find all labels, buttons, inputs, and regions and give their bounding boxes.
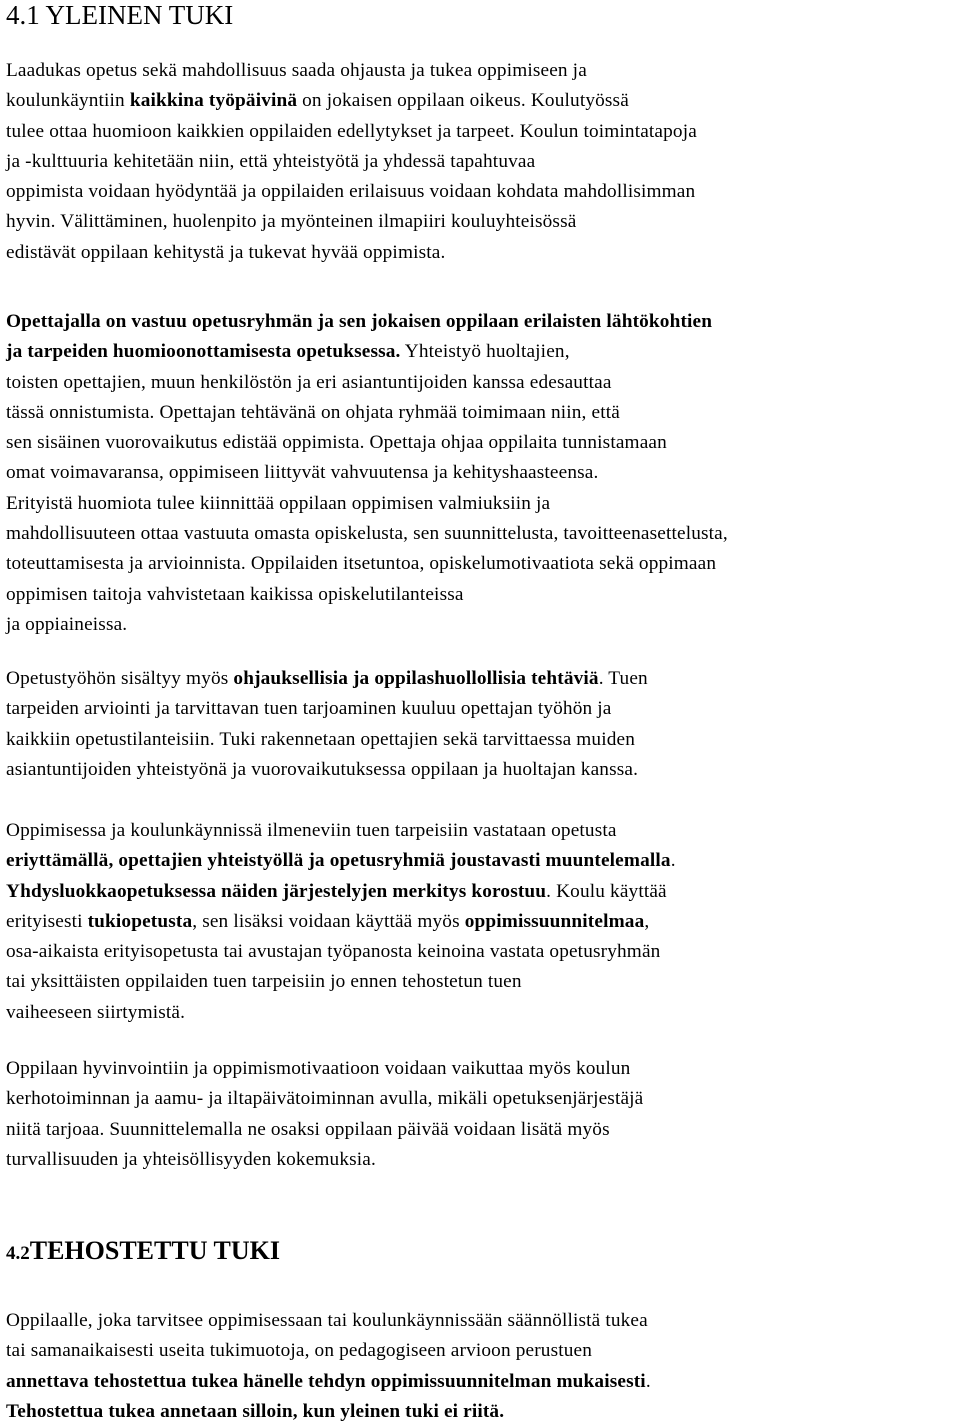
text-run: Oppimisessa ja koulunkäynnissä ilmeneviin tuen tarpeisiin vastataan opetusta <box>6 820 617 841</box>
text-run: Yhteistyö huoltajien, <box>400 341 570 363</box>
text-run: oppimista voidaan hyödyntää ja oppilaiden erilaisuus voidaan kohdata mahdollisimman <box>6 181 696 203</box>
text-run: tulee ottaa huomioon kaikkien oppilaiden edellytykset ja tarpeet. Koulun toimintatapoja <box>6 120 697 142</box>
text-run: , <box>644 910 650 932</box>
paragraph-yleinen-tuki-intro <box>6 56 956 268</box>
text-run: Laadukas opetus sekä mahdollisuus saada ohjausta ja tukea oppimiseen ja <box>6 60 587 81</box>
section-heading-tehostettu-tuki <box>6 1236 280 1269</box>
text-line <box>6 816 956 846</box>
text-run: Oppilaan hyvinvointiin ja oppimismotivaatioon voidaan vaikuttaa myös koulun <box>6 1058 631 1079</box>
bold-text: Opettajalla on vastuu opetusryhmän ja sen jokaisen oppilaan erilaisten lähtökohtien <box>6 311 713 332</box>
text-line <box>6 489 956 519</box>
text-line <box>6 937 956 967</box>
text-line <box>6 117 956 147</box>
text-line <box>6 694 956 724</box>
text-line <box>6 1084 956 1114</box>
text-line <box>6 458 956 488</box>
bold-text: ja tarpeiden huomioonottamisesta opetuksessa. <box>6 341 401 363</box>
text-run: asiantuntijoiden yhteistyönä ja vuorovaikutuksessa oppilaan ja huoltajan kanssa. <box>6 758 639 780</box>
text-line <box>6 86 956 116</box>
text-line <box>6 368 956 398</box>
text-line <box>6 1306 956 1336</box>
text-run: omat voimavaransa, oppimiseen liittyvät vahvuutensa ja kehityshaasteensa. <box>6 462 599 484</box>
text-run: tai samanaikaisesti useita tukimuotoja, on pedagogiseen arvioon perustuen <box>6 1340 593 1362</box>
text-run: erityisesti <box>6 910 88 932</box>
bold-text: kaikkina työpäivinä <box>129 90 298 112</box>
text-run: kaikkiin opetustilanteisiin. Tuki rakennetaan opettajien sekä tarvittaessa muiden <box>6 728 636 750</box>
text-line <box>6 307 956 337</box>
text-run: . Koulu käyttää <box>546 880 667 902</box>
text-line <box>6 725 956 755</box>
section-number: 4.2 <box>6 1243 30 1264</box>
text-run: osa-aikaista erityisopetusta tai avustajan työpanosta keinoina vastata opetusryhmän <box>6 941 661 963</box>
text-line <box>6 907 956 937</box>
text-line <box>6 877 956 907</box>
text-line <box>6 56 956 86</box>
text-line <box>6 428 956 458</box>
text-run: Oppilaalle, joka tarvitsee oppimisessaan tai koulunkäynnissään säännöllistä tukea <box>6 1310 648 1331</box>
bold-text: eriyttämällä, opettajien yhteistyöllä ja opetusryhmiä joustavasti muuntelemalla <box>6 850 671 872</box>
section-title: TEHOSTETTU TUKI <box>29 1236 280 1265</box>
text-run: ja -kulttuuria kehitetään niin, että yhteistyötä ja yhdessä tapahtuvaa <box>6 150 536 172</box>
text-line <box>6 1367 956 1397</box>
text-line <box>6 147 956 177</box>
paragraph-tehostettu-tuki <box>6 1306 956 1427</box>
text-run: turvallisuuden ja yhteisöllisyyden kokemuksia. <box>6 1148 376 1170</box>
text-run: . <box>645 1370 651 1392</box>
paragraph-tuen-tarpeet <box>6 816 956 1028</box>
text-run: kerhotoiminnan ja aamu- ja iltapäivätoiminnan avulla, mikäli opetuksenjärjestäjä <box>6 1088 644 1110</box>
text-run: , sen lisäksi voidaan käyttää myös <box>192 910 465 932</box>
text-run: tässä onnistumista. Opettajan tehtävänä on ohjata ryhmää toimimaan niin, että <box>6 401 620 423</box>
text-line <box>6 1115 956 1145</box>
text-line <box>6 664 956 694</box>
text-run: hyvin. Välittäminen, huolenpito ja myönteinen ilmapiiri kouluyhteisössä <box>6 211 577 233</box>
text-run: mahdollisuuteen ottaa vastuuta omasta opiskelusta, sen suunnittelusta, tavoitteenasettelusta, <box>6 523 728 545</box>
text-line <box>6 337 956 367</box>
text-run: ja oppiaineissa. <box>6 613 128 635</box>
paragraph-hyvinvointi <box>6 1054 956 1175</box>
text-line <box>6 1397 956 1427</box>
text-line <box>6 967 956 997</box>
text-run: . <box>670 850 676 872</box>
paragraph-opettajan-vastuu <box>6 307 956 640</box>
text-run: edistävät oppilaan kehitystä ja tukevat hyvää oppimista. <box>6 241 446 263</box>
text-line <box>6 1054 956 1084</box>
text-line <box>6 207 956 237</box>
bold-text: tukiopetusta <box>87 910 193 932</box>
text-run: Opetustyöhön sisältyy myös <box>6 668 234 689</box>
bold-text: oppimissuunnitelmaa <box>464 910 645 932</box>
text-line <box>6 1145 956 1175</box>
text-line <box>6 998 956 1028</box>
text-run: toisten opettajien, muun henkilöstön ja eri asiantuntijoiden kanssa edesauttaa <box>6 371 612 393</box>
section-heading-yleinen-tuki: 4.1 YLEINEN TUKI <box>6 0 234 30</box>
text-line <box>6 177 956 207</box>
text-line <box>6 238 956 268</box>
text-run: on jokaisen oppilaan oikeus. Koulutyössä <box>297 90 629 112</box>
text-run: koulunkäyntiin <box>6 90 130 112</box>
text-line <box>6 755 956 785</box>
text-run: oppimisen taitoja vahvistetaan kaikissa opiskelutilanteissa <box>6 583 464 605</box>
bold-text: ohjauksellisia ja oppilashuollollisia tehtäviä <box>233 668 599 689</box>
text-line <box>6 846 956 876</box>
text-line <box>6 398 956 428</box>
text-run: . Tuen <box>598 668 648 689</box>
text-run: toteuttamisesta ja arvioinnista. Oppilaiden itsetuntoa, opiskelumotivaatiota sekä oppimaan <box>6 553 717 575</box>
text-line <box>6 580 956 610</box>
text-run: sen sisäinen vuorovaikutus edistää oppimista. Opettaja ohjaa oppilaita tunnistamaan <box>6 432 667 454</box>
bold-text: Tehostettua tukea annetaan silloin, kun yleinen tuki ei riitä. <box>6 1400 505 1422</box>
text-line <box>6 610 956 640</box>
text-run: tai yksittäisten oppilaiden tuen tarpeisiin jo ennen tehostetun tuen <box>6 971 522 993</box>
paragraph-ohjaukselliset-tehtavat <box>6 664 956 785</box>
text-run: vaiheeseen siirtymistä. <box>6 1001 186 1023</box>
bold-text: Yhdysluokkaopetuksessa näiden järjestelyjen merkitys korostuu <box>6 880 547 902</box>
text-run: Erityistä huomiota tulee kiinnittää oppilaan oppimisen valmiuksiin ja <box>6 492 551 514</box>
text-run: niitä tarjoaa. Suunnittelemalla ne osaksi oppilaan päivää voidaan lisätä myös <box>6 1118 610 1140</box>
text-line <box>6 1336 956 1366</box>
text-line <box>6 549 956 579</box>
text-line <box>6 519 956 549</box>
bold-text: annettava tehostettua tukea hänelle tehdyn oppimissuunnitelman mukaisesti <box>6 1370 646 1392</box>
text-run: tarpeiden arviointi ja tarvittavan tuen tarjoaminen kuuluu opettajan työhön ja <box>6 698 612 720</box>
